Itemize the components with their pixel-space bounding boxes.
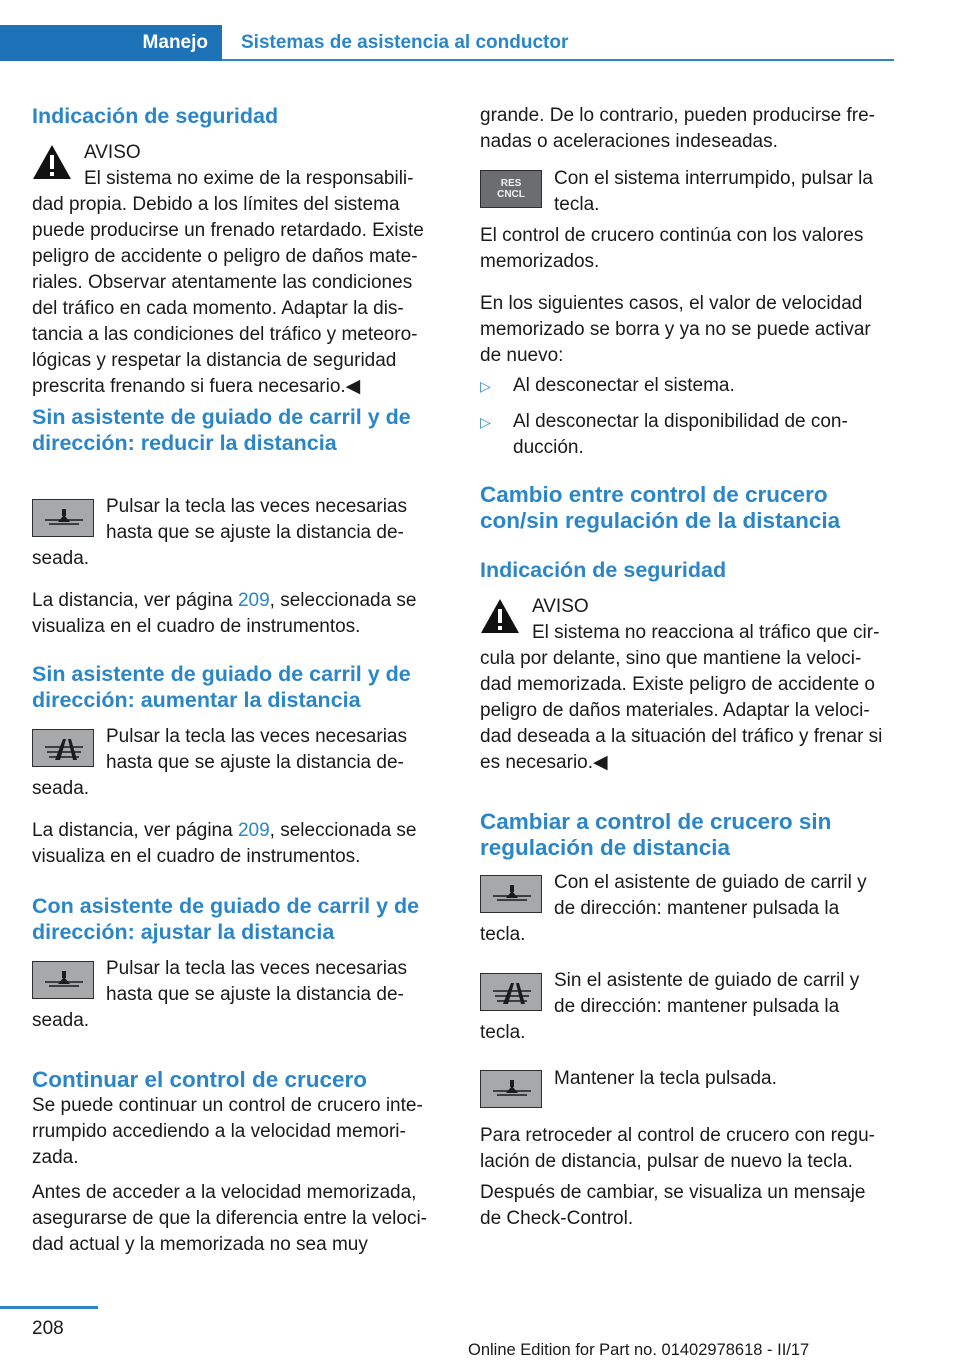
adjust-distance-text: Pulsar la tecla las veces necesarias hasta que se ajuste la distancia de‐	[106, 958, 407, 1005]
increase-distance-text: Pulsar la tecla las veces necesarias hasta que se ajuste la distancia de‐	[106, 726, 407, 773]
list-item: Al desconectar la disponibilidad de con‐ ducción.	[513, 411, 848, 458]
continued-text: grande. De lo contrario, pueden producirse fre‐ nadas o aceleraciones indeseadas.	[480, 105, 876, 152]
bullet-triangle-icon: ▷	[480, 414, 491, 430]
footer-divider	[0, 1306, 98, 1309]
increase-distance-heading: Sin asistente de guiado de carril y de dirección: aumentar la distancia	[32, 662, 411, 712]
distance-key-icon	[32, 499, 94, 537]
warning-label: AVISO	[84, 142, 141, 163]
switch-heading: Cambio entre control de crucero con/sin regulación de la distancia	[480, 482, 841, 533]
warning-text: cula por delante, sino que mantiene la veloci‐ dad memorizada. Existe peligro de accidente o peligro de daños materiales. Adaptar la veloci‐ dad deseada a la situación del tráfico y frenar si es necesario.◀	[480, 648, 883, 773]
change-heading: Cambiar a control de crucero sin regulación de distancia	[480, 809, 832, 860]
cases-paragraph: En los siguientes casos, el valor de velocidad memorizado se borra y ya no se puede activar de nuevo:	[480, 293, 871, 366]
res-cncl-text: Con el sistema interrumpido, pulsar la tecla.	[554, 168, 873, 215]
distance-key-icon	[480, 875, 542, 913]
header-divider	[222, 59, 894, 61]
back-paragraph: Para retroceder al control de crucero con regu‐ lación de distancia, pulsar de nuevo la tecla.	[480, 1125, 875, 1172]
res-cncl-key-icon: RES CNCL	[480, 170, 542, 208]
without-assist-text-wrap: tecla.	[480, 1022, 526, 1043]
warning-triangle-icon	[32, 144, 72, 180]
chapter-title: Sistemas de asistencia al conductor	[241, 32, 569, 53]
reduce-distance-text-wrap: seada.	[32, 548, 90, 569]
section-tab-label: Manejo	[142, 32, 208, 53]
warning-label: AVISO	[532, 596, 589, 617]
page-link-209[interactable]: 209	[237, 820, 270, 841]
continue-paragraph-1: Se puede continuar un control de crucero inte‐ rrumpido accediendo a la velocidad memori‐ zada.	[32, 1095, 423, 1168]
with-assist-text: Con el asistente de guiado de carril y de dirección: mantener pulsada la	[554, 872, 867, 919]
bullet-triangle-icon: ▷	[480, 378, 491, 394]
without-assist-text: Sin el asistente de guiado de carril y de dirección: mantener pulsada la	[554, 970, 860, 1017]
adjust-distance-text-wrap: seada.	[32, 1010, 90, 1031]
reduce-distance-heading: Sin asistente de guiado de carril y de dirección: reducir la distancia	[32, 405, 411, 455]
distance-key-icon	[480, 973, 542, 1011]
page-header	[0, 25, 894, 61]
distance-key-icon	[32, 961, 94, 999]
after-paragraph: Después de cambiar, se visualiza un mensaje de Check-Control.	[480, 1182, 866, 1229]
warning-text-first: El sistema no reacciona al tráfico que cir‐	[532, 622, 880, 643]
continue-paragraph-2: Antes de acceder a la velocidad memorizada, asegurarse de que la diferencia entre la veloci‐ dad actual y la memorizada no sea muy	[32, 1182, 428, 1255]
list-item: Al desconectar el sistema.	[513, 375, 735, 396]
continue-heading: Continuar el control de crucero	[32, 1067, 368, 1092]
safety-heading-right: Indicación de seguridad	[480, 558, 727, 582]
warning-triangle-icon	[480, 598, 520, 634]
distance-key-icon	[32, 729, 94, 767]
hold-key-text: Mantener la tecla pulsada.	[554, 1068, 777, 1089]
section-tab	[0, 25, 222, 61]
warning-text-first: El sistema no exime de la responsabili‐	[84, 168, 414, 189]
page-number: 208	[32, 1318, 64, 1339]
adjust-distance-heading: Con asistente de guiado de carril y de dirección: ajustar la distancia	[32, 894, 420, 944]
with-assist-text-wrap: tecla.	[480, 924, 526, 945]
distance-reference-2: La distancia, ver página 209, seleccionada se visualiza en el cuadro de instrumentos.	[32, 820, 417, 867]
resume-paragraph: El control de crucero continúa con los valores memorizados.	[480, 225, 864, 272]
distance-key-icon	[480, 1070, 542, 1108]
page-link-209[interactable]: 209	[237, 590, 270, 611]
edition-note: Online Edition for Part no. 01402978618 - II/17	[468, 1341, 810, 1359]
warning-text: dad propia. Debido a los límites del sistema puede producirse un frenado retardado. Existe peligro de accidente o peligro de daños mate‐ riales. Observar atentamente las condiciones del tráfico en cada momento. Adaptar la dis‐ tancia a las condiciones del tráfico y meteoro‐ lógicas y respetar la distancia de seguridad prescrita frenando si fuera necesario.◀	[32, 194, 424, 397]
distance-reference-1: La distancia, ver página 209, seleccionada se visualiza en el cuadro de instrumentos.	[32, 590, 417, 637]
increase-distance-text-wrap: seada.	[32, 778, 90, 799]
reduce-distance-text: Pulsar la tecla las veces necesarias hasta que se ajuste la distancia de‐	[106, 496, 407, 543]
safety-heading-left: Indicación de seguridad	[32, 104, 279, 128]
